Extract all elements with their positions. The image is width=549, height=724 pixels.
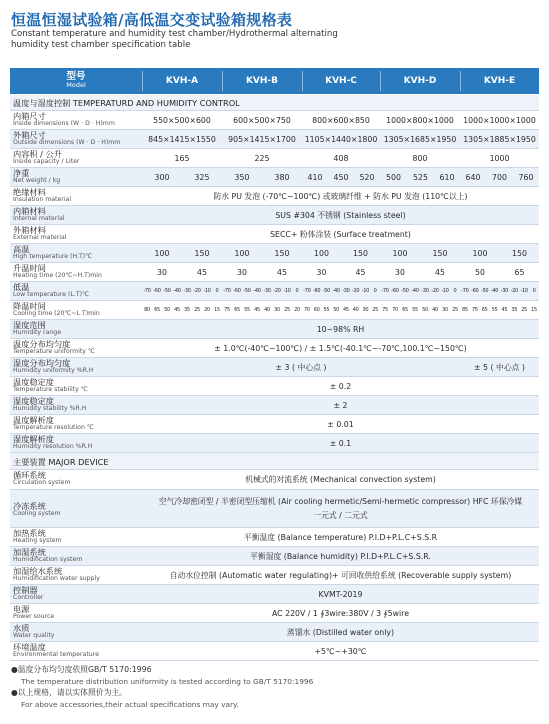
row-low-temperature <box>10 282 539 301</box>
value-cell: 25 <box>194 307 200 313</box>
value-cell: 45 <box>277 267 287 277</box>
value-cell: 70 <box>392 307 398 313</box>
value-cell: 75 <box>224 307 230 313</box>
value-cell: 1305×1685×1950 <box>383 134 457 144</box>
value-cell: 165 <box>174 153 190 163</box>
value-cell: 85 <box>462 307 468 313</box>
model-header-cell <box>10 68 142 94</box>
value-cell: -20 <box>510 288 518 294</box>
row-label: 湿度范围 Humidity range <box>13 320 62 336</box>
row-circulation <box>10 470 539 490</box>
value-cell: -10 <box>283 288 291 294</box>
row-humidification <box>10 547 539 566</box>
row-internal-material <box>10 206 539 225</box>
value-cell: ± 2 <box>333 400 348 410</box>
value-cell: -40 <box>253 288 261 294</box>
value-cell: 150 <box>353 248 368 258</box>
value-cell: 100 <box>392 248 408 258</box>
model-kvh-a: KVH-A <box>165 76 199 86</box>
subtitle-line-2: humidity test chamber specification table <box>11 40 191 50</box>
row-water-supply <box>10 566 539 585</box>
row-label: 湿度稳定度 Humidity stability %R.H <box>13 396 87 412</box>
row-label: 升温时间 Heating time (20℃~H.T)min <box>13 263 102 279</box>
value-cell: -50 <box>243 288 251 294</box>
value-cell: 20 <box>294 307 300 313</box>
value-cell: ± 0.2 <box>329 381 352 391</box>
row-label: 湿度分布均匀度 Humidity uniformity %R.H <box>13 358 94 374</box>
note-2-en: For above accessories,their actual specifications may vary. <box>21 699 239 709</box>
value-cell: -40 <box>173 288 181 294</box>
model-label-en: Model <box>66 81 86 89</box>
value-cell: +5℃~+30℃ <box>314 646 367 656</box>
value-cell: 65 <box>514 267 525 277</box>
value-cell: 80 <box>144 307 150 313</box>
value-cell: ± 3 ( 中心点 ) <box>275 362 327 372</box>
value-cell: 防水 PU 发泡 (-70℃~100℃) 或玻璃纤维 + 防水 PU 发泡 (110℃以上) <box>213 191 468 201</box>
value-cell: -30 <box>183 288 191 294</box>
value-cell: 55 <box>412 307 418 313</box>
value-cell: 50 <box>164 307 170 313</box>
row-label: 环境温度 Environmental temperature <box>13 642 99 658</box>
row-label: 净重 Net weight / kg <box>13 168 61 184</box>
row-label: 温度分布均匀度 Temperature uniformity ℃ <box>13 339 95 355</box>
row-label: 高温 High temperature (H.T)℃ <box>13 244 93 260</box>
note-2: ●以上规格，请以实体照价为主。 <box>11 688 127 697</box>
value-cell: 20 <box>204 307 210 313</box>
model-kvh-c: KVH-C <box>325 76 357 86</box>
value-cell: ± 5 ( 中心点 ) <box>474 362 525 372</box>
value-cell: 30 <box>237 267 247 277</box>
row-label: 温度解析度 Temperature resolution ℃ <box>13 415 94 431</box>
section-title: 主要装置 MAJOR DEVICE <box>13 457 109 467</box>
row-label: 湿度解析度 Humidity resolution %R.H <box>13 434 93 450</box>
section-title: 温度与湿度控制 TEMPERATURD AND HUMIDITY CONTROL <box>13 98 240 108</box>
value-cell: -30 <box>500 288 509 294</box>
row-heating-time <box>10 263 539 282</box>
value-cell: 500 <box>386 172 401 182</box>
subtitle-line-1: Constant temperature and humidity test chamber/Hydrothermal alternating <box>11 29 338 39</box>
value-cell: 55 <box>244 307 250 313</box>
value-cell: 15 <box>531 307 537 313</box>
value-cell: 40 <box>432 307 438 313</box>
row-environment-temperature <box>10 642 539 661</box>
row-label: 内箱尺寸 Inside dimensions (W · D · H)mm <box>13 111 115 127</box>
value-cell: -70 <box>223 288 231 294</box>
value-cell: 25 <box>452 307 458 313</box>
value-cell: 机械式的对流系统 (Mechanical convection system) <box>245 475 436 484</box>
value-cell: -60 <box>233 288 241 294</box>
value-cell: -40 <box>411 288 419 294</box>
value-cell: 450 <box>333 172 349 182</box>
value-cell: -50 <box>163 288 171 294</box>
value-cell: -70 <box>461 288 469 294</box>
value-cell: -10 <box>520 288 528 294</box>
model-kvh-e: KVH-E <box>483 76 516 86</box>
value-cell: 40 <box>352 307 359 313</box>
model-label-zh: 型号 <box>66 71 86 82</box>
value-cell: 55 <box>323 307 330 313</box>
value-cell: 45 <box>435 267 445 277</box>
value-cell: 845×1415×1550 <box>148 134 216 144</box>
value-cell: 0 <box>215 288 219 294</box>
row-label: 低温 Low temperature (L.T)℃ <box>13 282 89 298</box>
row-controller <box>10 585 539 604</box>
row-capacity <box>10 149 539 168</box>
value-cell: 100 <box>234 248 250 258</box>
value-cell: -70 <box>381 288 389 294</box>
value-cell: 55 <box>491 307 498 313</box>
row-temperature-uniformity <box>10 339 539 358</box>
value-cell: SECC+ 粉体涂装 (Surface treatment) <box>270 229 411 239</box>
value-cell: 300 <box>154 172 170 182</box>
value-cell: 30 <box>274 307 280 313</box>
value-cell: -60 <box>153 288 161 294</box>
value-cell: 1000×1000×1000 <box>463 115 536 125</box>
value-cell: 45 <box>342 307 349 313</box>
row-insulation <box>10 187 539 206</box>
value-cell: 225 <box>254 153 270 163</box>
value-cell: -40 <box>490 288 499 294</box>
row-label: 电源 Power source <box>13 604 55 620</box>
value-cell: -10 <box>361 288 370 294</box>
value-cell: 30 <box>316 267 327 277</box>
note-1-en: The temperature distribution uniformity is tested according to GB/T 5170:1996 <box>21 676 314 686</box>
row-humidity-range <box>10 320 539 339</box>
value-cell: 35 <box>511 307 518 313</box>
value-cell: 15 <box>214 307 220 313</box>
row-cooling-system <box>10 490 539 528</box>
value-cell: 70 <box>303 307 310 313</box>
value-cell: 525 <box>413 172 428 182</box>
value-cell: 410 <box>307 172 323 182</box>
value-cell: 50 <box>475 267 485 277</box>
row-label: 外箱尺寸 Outside dimensions (W · D · H)mm <box>13 130 121 146</box>
row-water-quality <box>10 623 539 642</box>
value-cell: 65 <box>234 307 240 313</box>
value-cell: 30 <box>442 307 448 313</box>
value-cell: 1105×1440×1800 <box>304 134 378 144</box>
value-cell: 自动水位控制 (Automatic water regulating)+ 可回收供给系统 (Recoverable supply system) <box>169 570 512 580</box>
value-cell: 150 <box>432 248 448 258</box>
model-kvh-b: KVH-B <box>245 76 279 86</box>
value-cell: 100 <box>472 248 488 258</box>
value-cell: 45 <box>254 307 260 313</box>
value-cell: -50 <box>401 288 409 294</box>
value-cell: 65 <box>402 307 408 313</box>
value-cell: 30 <box>362 307 369 313</box>
value-cell: 45 <box>501 307 508 313</box>
value-cell: 45 <box>174 307 180 313</box>
value-cell: 平衡湿度 (Balance humidity) P.I.D+P.L.C+S.S.R. <box>250 551 431 561</box>
value-cell: 0 <box>532 288 536 294</box>
footnotes <box>11 664 313 710</box>
value-cell: 550×500×600 <box>153 115 211 125</box>
value-cell: 50 <box>422 307 428 313</box>
value-cell: -30 <box>263 288 271 294</box>
value-cell: -70 <box>303 288 311 294</box>
value-cell: 30 <box>157 267 167 277</box>
value-cell: 0 <box>373 288 377 294</box>
value-cell: 50 <box>333 307 339 313</box>
value-cell: 25 <box>284 307 290 313</box>
value-cell: 平衡温度 (Balance temperature) P.I.D+P.L.C+S.S.R <box>243 532 438 542</box>
section-temp-humidity <box>10 95 539 111</box>
note-1: ●温度分布均匀度依照GB/T 5170:1996 <box>11 665 152 674</box>
row-heating-system <box>10 528 539 547</box>
value-cell: 325 <box>194 172 210 182</box>
row-outside-dimensions <box>10 130 539 149</box>
value-cell: 0 <box>453 288 457 294</box>
value-cell: -60 <box>471 288 479 294</box>
row-label: 加湿给水系统 Humidification water supply <box>13 566 100 582</box>
value-cell: -20 <box>273 288 281 294</box>
value-cell: 1000 <box>489 153 510 163</box>
value-cell: 100 <box>314 248 329 258</box>
row-label: 内容积 / 公升 Inside capacity / Liter <box>13 149 80 165</box>
value-cell: 25 <box>372 307 378 313</box>
row-external-material <box>10 225 539 244</box>
value-cell: 408 <box>333 153 349 163</box>
row-label: 加热系统 Heating system <box>13 528 62 544</box>
value-cell: -10 <box>203 288 211 294</box>
row-label: 温度稳定度 Temperature stability ℃ <box>13 377 88 393</box>
row-label: 加湿系统 Humidification system <box>13 547 83 563</box>
value-cell: 蒸馏水 (Distilled water only) <box>286 627 395 637</box>
value-cell: 905×1415×1700 <box>228 134 296 144</box>
row-temperature-stability <box>10 377 539 396</box>
row-label: 降温时间 Cooling time (20℃~L.T)min <box>13 301 100 317</box>
value-cell: 640 <box>465 172 481 182</box>
row-label: 控制器 Controller <box>13 585 44 601</box>
value-cell: -60 <box>312 288 321 294</box>
value-cell: 600×500×750 <box>233 115 291 125</box>
value-cell: -10 <box>441 288 449 294</box>
value-cell: 150 <box>194 248 210 258</box>
value-cell: 150 <box>512 248 527 258</box>
value-cell: 65 <box>481 307 488 313</box>
row-label: 外箱材料 External material <box>13 225 67 241</box>
table-header <box>10 68 539 94</box>
value-cell: 800 <box>412 153 428 163</box>
value-cell: 45 <box>355 267 366 277</box>
value-cell: AC 220V / 1 ∮3wire:380V / 3 ∮5wire <box>271 608 410 618</box>
row-high-temperature <box>10 244 539 263</box>
value-cell: KVMT-2019 <box>318 589 363 599</box>
value-cell: 350 <box>234 172 250 182</box>
value-cell: 30 <box>395 267 405 277</box>
value-cell: -30 <box>342 288 350 294</box>
value-cell: -50 <box>322 288 331 294</box>
row-inside-dimensions <box>10 111 539 130</box>
value-cell: 520 <box>359 172 375 182</box>
value-cell: 45 <box>197 267 207 277</box>
value-cell <box>142 490 539 527</box>
model-kvh-d: KVH-D <box>403 76 437 86</box>
value-cell: 1305×1885×1950 <box>463 134 536 144</box>
value-cell: 760 <box>518 172 534 182</box>
value-cell: 40 <box>264 307 270 313</box>
value-cell: 610 <box>439 172 455 182</box>
row-label: 冷冻系统 Cooling system <box>13 501 61 517</box>
value-cell: 25 <box>521 307 528 313</box>
row-label: 水质 Water quality <box>13 623 55 639</box>
value-cell: -60 <box>391 288 399 294</box>
row-power-source <box>10 604 539 623</box>
value-cell: SUS #304 不锈钢 (Stainless steel) <box>275 210 406 220</box>
section-major-device <box>10 453 539 470</box>
value-cell: 0 <box>295 288 299 294</box>
value-cell: 60 <box>313 307 320 313</box>
row-label: 内箱材料 Internal material <box>13 206 65 222</box>
cooling-line-2: 一元式 / 二元式 <box>313 510 368 520</box>
value-cell: -20 <box>351 288 360 294</box>
row-label: 循环系统 Circulation system <box>13 470 71 486</box>
value-cell: 75 <box>471 307 478 313</box>
value-cell: -20 <box>431 288 439 294</box>
value-cell: 35 <box>184 307 190 313</box>
cooling-line-1: 空气冷却密闭型 / 半密闭型压缩机 (Air cooling hermetic/Semi-hermetic compressor) HFC 环保冷媒 <box>158 496 523 506</box>
value-cell: 380 <box>274 172 290 182</box>
value-cell: 700 <box>492 172 507 182</box>
value-cell: -70 <box>143 288 151 294</box>
value-cell: 65 <box>154 307 160 313</box>
value-cell: ± 0.1 <box>329 438 352 448</box>
row-label: 绝缘材料 Insulation material <box>13 187 72 203</box>
value-cell: 150 <box>274 248 290 258</box>
row-humidity-stability <box>10 396 539 415</box>
value-cell: 1000×800×1000 <box>386 115 454 125</box>
value-cell: -30 <box>421 288 429 294</box>
value-cell: 75 <box>382 307 388 313</box>
value-cell: ± 0.01 <box>327 419 354 429</box>
row-humidity-uniformity <box>10 358 539 377</box>
page-title: 恒温恒湿试验箱/高低温交变试验箱规格表 <box>11 11 293 29</box>
row-temperature-resolution <box>10 415 539 434</box>
value-cell: 100 <box>154 248 170 258</box>
value-cell: -20 <box>193 288 201 294</box>
row-net-weight <box>10 168 539 187</box>
value-cell: 800×600×850 <box>312 115 370 125</box>
value-cell: ± 1.0℃(-40℃~100℃) / ± 1.5℃(-40.1℃~-70℃,100.1℃~150℃) <box>214 343 467 353</box>
value-cell: -40 <box>332 288 340 294</box>
value-cell: 10~98% RH <box>316 324 365 334</box>
value-cell: -50 <box>481 288 489 294</box>
row-cooling-time <box>10 301 539 320</box>
row-humidity-resolution <box>10 434 539 453</box>
